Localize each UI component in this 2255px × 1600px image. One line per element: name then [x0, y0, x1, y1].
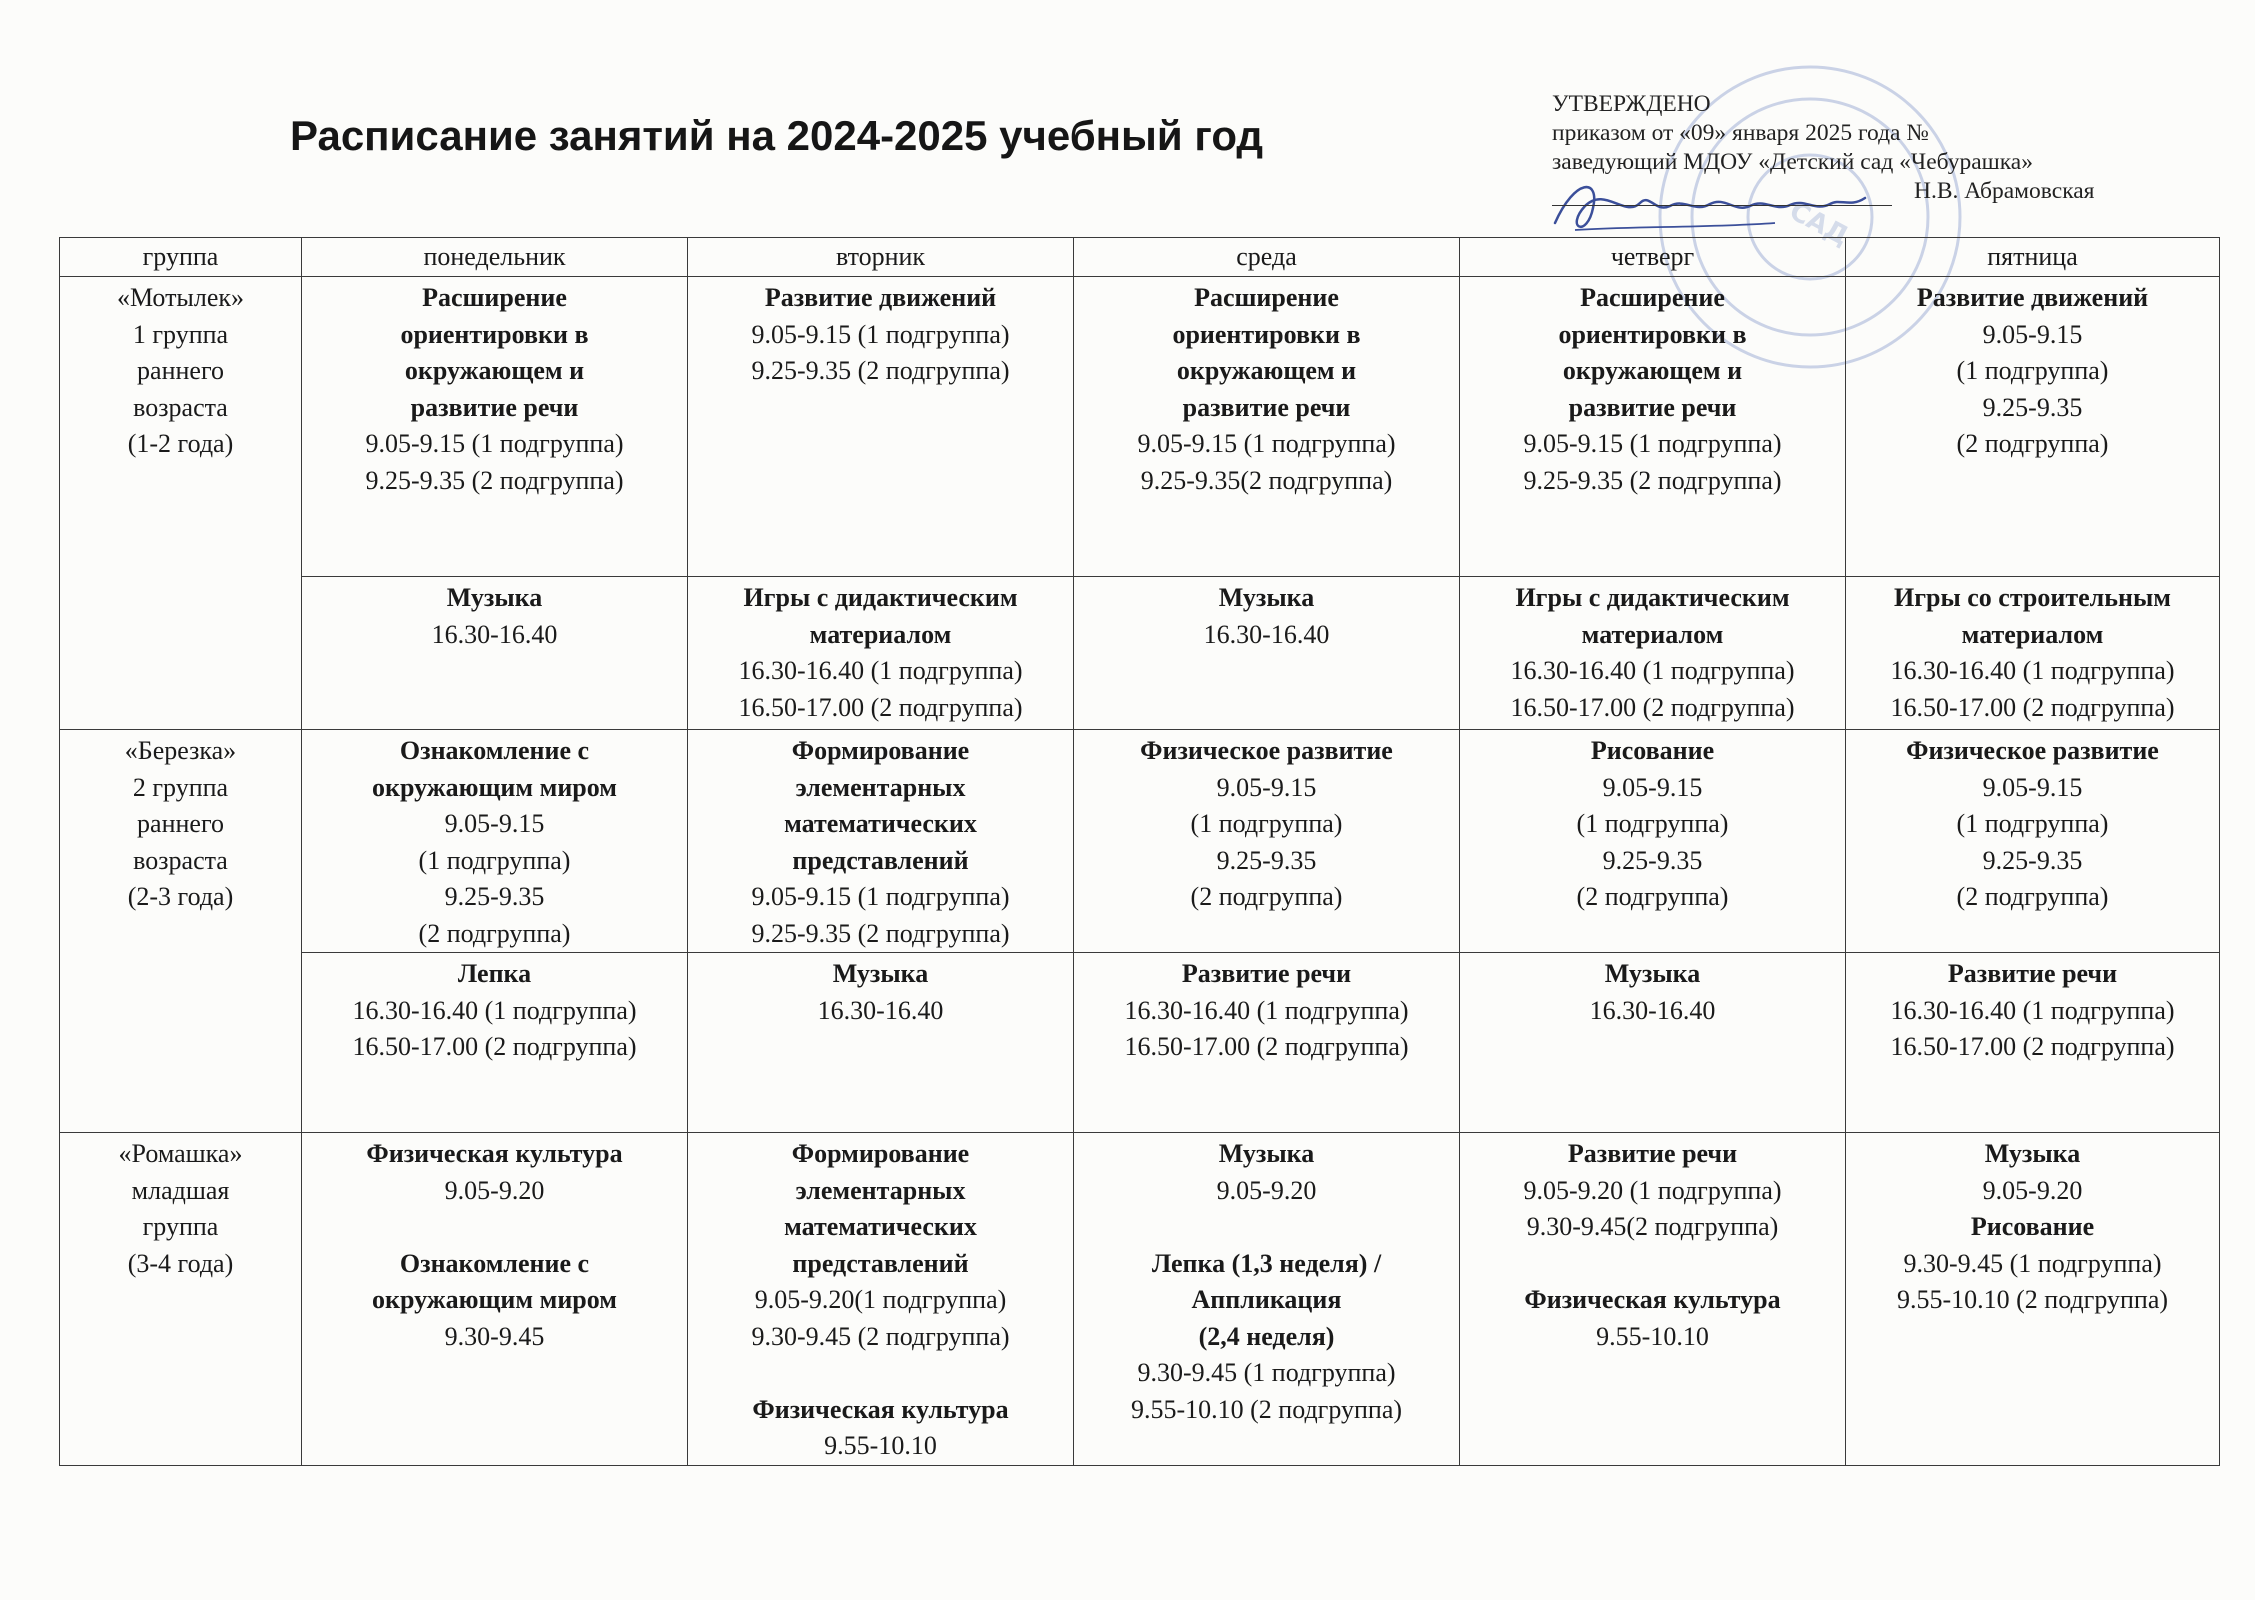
- activity-time: 9.30-9.45(2 подгруппа): [1526, 1212, 1779, 1241]
- activity-time: (2 подгруппа): [1576, 882, 1729, 911]
- group-name-line: «Березка»: [124, 736, 237, 765]
- schedule-cell: [688, 577, 1074, 730]
- activity-title: Рисование: [1590, 736, 1715, 765]
- table-row: [60, 577, 2220, 730]
- activity-time: 16.30-16.40: [1203, 619, 1330, 649]
- activity-time: 9.05-9.20: [1216, 1175, 1317, 1205]
- approval-line-1: УТВЕРЖДЕНО: [1552, 91, 1711, 117]
- header-cell: группа: [60, 238, 302, 277]
- activity-time: 16.30-16.40 (1 подгруппа): [1890, 995, 2175, 1025]
- activity-time: 9.05-9.20(1 подгруппа): [754, 1285, 1007, 1314]
- activity-title: Развитие движений: [1916, 283, 2149, 312]
- activity-time: (2 подгруппа): [1190, 882, 1343, 911]
- table-row: [60, 730, 2220, 953]
- activity-time: 16.50-17.00 (2 подгруппа): [1124, 1032, 1409, 1061]
- activity-time: 9.30-9.45 (1 подгруппа): [1903, 1248, 2162, 1278]
- activity-time: (1 подгруппа): [1956, 809, 2109, 838]
- schedule-cell: [1846, 577, 2220, 730]
- group-cell: [60, 277, 302, 730]
- activity-title: (2,4 неделя): [1198, 1321, 1335, 1351]
- schedule-cell: [688, 1133, 1074, 1466]
- activity-time: 16.50-17.00 (2 подгруппа): [352, 1032, 637, 1061]
- activity-title: Расширение: [1194, 283, 1339, 312]
- activity-title: окружающим миром: [372, 1285, 617, 1314]
- schedule-cell: [1460, 730, 1846, 953]
- activity-time: 16.30-16.40 (1 подгруппа): [352, 995, 637, 1025]
- activity-title: Развитие движений: [764, 283, 997, 312]
- activity-title: материалом: [1581, 619, 1724, 649]
- header-row: [60, 238, 2220, 277]
- activity-title: Ознакомление с: [399, 1248, 590, 1278]
- activity-time: 9.25-9.35: [1982, 392, 2083, 422]
- activity-time: (2 подгруппа): [1956, 429, 2109, 458]
- activity-time: 9.05-9.15: [1982, 772, 2083, 802]
- activity-time: 9.55-10.10 (2 подгруппа): [1896, 1285, 2169, 1314]
- activity-time: 9.05-9.20: [1982, 1175, 2083, 1205]
- activity-title: развитие речи: [410, 392, 579, 422]
- schedule-cell: [1074, 1133, 1460, 1466]
- group-cell: [60, 730, 302, 1133]
- activity-time: 9.25-9.35(2 подгруппа): [1140, 465, 1393, 495]
- activity-time: 9.25-9.35 (2 подгруппа): [365, 465, 624, 495]
- activity-time: 16.50-17.00 (2 подгруппа): [738, 692, 1023, 722]
- group-name-line: возраста: [133, 845, 228, 875]
- activity-time: 9.30-9.45: [444, 1321, 545, 1351]
- page-title: Расписание занятий на 2024-2025 учебный год: [290, 112, 1264, 159]
- schedule-cell: [1460, 277, 1846, 577]
- activity-time: 9.30-9.45 (2 подгруппа): [751, 1321, 1010, 1351]
- activity-time: 16.30-16.40: [431, 619, 558, 649]
- signature-line: [1552, 203, 1892, 206]
- schedule-cell: [302, 277, 688, 577]
- header-cell: понедельник: [302, 238, 688, 277]
- table-row: [60, 277, 2220, 577]
- activity-title: развитие речи: [1568, 392, 1737, 422]
- activity-title: Расширение: [1580, 283, 1725, 312]
- activity-time: 9.05-9.20 (1 подгруппа): [1523, 1175, 1782, 1205]
- activity-title: Физическая культура: [752, 1394, 1009, 1424]
- activity-time: 16.30-16.40 (1 подгруппа): [1510, 656, 1795, 685]
- activity-time: 9.30-9.45 (1 подгруппа): [1137, 1358, 1396, 1387]
- activity-time: 16.50-17.00 (2 подгруппа): [1510, 692, 1795, 722]
- schedule-cell: [302, 1133, 688, 1466]
- activity-time: (1 подгруппа): [1190, 809, 1343, 838]
- schedule-cell: [1846, 1133, 2220, 1466]
- approval-line-4: Н.В. Абрамовская: [1914, 178, 2095, 204]
- activity-title: Аппликация: [1191, 1285, 1342, 1314]
- activity-title: Расширение: [422, 283, 567, 312]
- group-name-line: возраста: [133, 392, 228, 422]
- activity-time: (1 подгруппа): [418, 845, 571, 875]
- schedule-cell: [688, 730, 1074, 953]
- svg-text:САД: САД: [1784, 196, 1854, 252]
- activity-title: материалом: [809, 619, 952, 649]
- activity-title: Развитие речи: [1567, 1139, 1738, 1168]
- group-name-line: раннего: [137, 356, 224, 385]
- activity-time: 9.05-9.15 (1 подгруппа): [1523, 429, 1782, 458]
- schedule-cell: [1846, 730, 2220, 953]
- activity-time: 9.05-9.15: [444, 809, 545, 838]
- schedule-table: [59, 237, 2220, 1466]
- activity-title: Ознакомление с: [399, 736, 590, 765]
- activity-time: (2 подгруппа): [418, 918, 571, 948]
- activity-time: 9.55-10.10: [824, 1431, 937, 1460]
- activity-title: Лепка (1,3 неделя) /: [1151, 1248, 1382, 1278]
- header-cell: вторник: [688, 238, 1074, 277]
- activity-time: 16.50-17.00 (2 подгруппа): [1890, 1032, 2175, 1061]
- group-name-line: младшая: [131, 1175, 230, 1205]
- activity-time: 9.25-9.35: [1602, 845, 1703, 875]
- activity-time: 9.05-9.15: [1982, 319, 2083, 349]
- activity-time: 9.05-9.15 (1 подгруппа): [1137, 429, 1396, 458]
- activity-title: материалом: [1961, 619, 2104, 649]
- activity-title: окружающем и: [404, 356, 585, 385]
- activity-title: математических: [784, 1212, 977, 1241]
- activity-time: 16.30-16.40 (1 подгруппа): [738, 656, 1023, 685]
- activity-title: Игры с дидактическим: [743, 583, 1018, 612]
- activity-title: Музыка: [1218, 1139, 1315, 1168]
- activity-title: Физическая культура: [366, 1139, 623, 1168]
- activity-time: (1 подгруппа): [1956, 356, 2109, 385]
- activity-title: Развитие речи: [1181, 959, 1352, 988]
- activity-time: (2 подгруппа): [1956, 882, 2109, 911]
- schedule-cell: [1460, 953, 1846, 1133]
- activity-title: элементарных: [795, 772, 966, 802]
- activity-title: представлений: [792, 1248, 969, 1278]
- activity-time: (1 подгруппа): [1576, 809, 1729, 838]
- activity-title: Физическое развитие: [1140, 736, 1393, 765]
- spacer: [1462, 1246, 1843, 1283]
- group-name-line: раннего: [137, 809, 224, 838]
- activity-time: 9.05-9.15 (1 подгруппа): [751, 319, 1010, 349]
- activity-title: Музыка: [832, 959, 929, 988]
- activity-time: 16.50-17.00 (2 подгруппа): [1890, 692, 2175, 722]
- approval-block: [1552, 90, 2095, 206]
- activity-title: Физическая культура: [1524, 1285, 1781, 1314]
- group-name-line: (2-3 года): [127, 882, 234, 911]
- table-row: [60, 953, 2220, 1133]
- activity-time: 9.05-9.20: [444, 1175, 545, 1205]
- activity-title: математических: [784, 809, 977, 838]
- spacer: [304, 1209, 685, 1246]
- activity-title: представлений: [792, 845, 969, 875]
- table-row: [60, 1133, 2220, 1466]
- activity-title: Музыка: [446, 583, 543, 612]
- schedule-cell: [1074, 953, 1460, 1133]
- activity-title: Рисование: [1970, 1212, 2095, 1241]
- approval-line-3: заведующий МДОУ «Детский сад «Чебурашка»: [1552, 149, 2033, 175]
- activity-time: 9.25-9.35 (2 подгруппа): [751, 918, 1010, 948]
- activity-title: Игры с дидактическим: [1515, 583, 1790, 612]
- activity-time: 9.25-9.35 (2 подгруппа): [751, 356, 1010, 385]
- activity-title: Игры со строительным: [1893, 583, 2172, 612]
- activity-title: Развитие речи: [1947, 959, 2118, 988]
- activity-time: 9.25-9.35: [1982, 845, 2083, 875]
- activity-title: Музыка: [1218, 583, 1315, 612]
- schedule-cell: [688, 277, 1074, 577]
- activity-title: окружающем и: [1562, 356, 1743, 385]
- schedule-cell: [1846, 277, 2220, 577]
- activity-time: 9.55-10.10 (2 подгруппа): [1130, 1394, 1403, 1424]
- schedule-cell: [1074, 277, 1460, 577]
- activity-time: 16.30-16.40 (1 подгруппа): [1890, 656, 2175, 685]
- group-name-line: «Ромашка»: [118, 1139, 243, 1168]
- activity-time: 9.05-9.15: [1602, 772, 1703, 802]
- activity-title: развитие речи: [1182, 392, 1351, 422]
- schedule-cell: [1846, 953, 2220, 1133]
- activity-title: окружающим миром: [372, 772, 617, 802]
- activity-time: 16.30-16.40: [817, 995, 944, 1025]
- group-name-line: 1 группа: [132, 319, 229, 349]
- activity-time: 9.05-9.15: [1216, 772, 1317, 802]
- schedule-cell: [1074, 730, 1460, 953]
- activity-time: 9.25-9.35 (2 подгруппа): [1523, 465, 1782, 495]
- activity-title: элементарных: [795, 1175, 966, 1205]
- schedule-cell: [302, 953, 688, 1133]
- activity-title: ориентировки в: [1172, 319, 1361, 349]
- spacer: [690, 1355, 1071, 1392]
- header-cell: пятница: [1846, 238, 2220, 277]
- group-name-line: (1-2 года): [127, 429, 234, 458]
- activity-title: Музыка: [1604, 959, 1701, 988]
- activity-title: Физическое развитие: [1906, 736, 2159, 765]
- header-cell: четверг: [1460, 238, 1846, 277]
- schedule-cell: [1074, 577, 1460, 730]
- group-cell: [60, 1133, 302, 1466]
- activity-title: Лепка: [457, 959, 532, 988]
- activity-title: Формирование: [791, 1139, 970, 1168]
- activity-title: Формирование: [791, 736, 970, 765]
- group-name-line: группа: [142, 1212, 219, 1241]
- activity-time: 9.25-9.35: [444, 882, 545, 911]
- schedule-cell: [1460, 1133, 1846, 1466]
- activity-title: ориентировки в: [400, 319, 589, 349]
- group-name-line: 2 группа: [132, 772, 229, 802]
- schedule-cell: [302, 577, 688, 730]
- activity-title: Музыка: [1984, 1139, 2081, 1168]
- activity-title: ориентировки в: [1558, 319, 1747, 349]
- activity-title: окружающем и: [1176, 356, 1357, 385]
- activity-time: 9.05-9.15 (1 подгруппа): [751, 882, 1010, 911]
- activity-time: 16.30-16.40 (1 подгруппа): [1124, 995, 1409, 1025]
- approval-line-2: приказом от «09» января 2025 года №: [1552, 120, 1929, 146]
- header-cell: среда: [1074, 238, 1460, 277]
- schedule-cell: [302, 730, 688, 953]
- schedule-cell: [688, 953, 1074, 1133]
- group-name-line: (3-4 года): [127, 1248, 234, 1278]
- activity-time: 9.05-9.15 (1 подгруппа): [365, 429, 624, 458]
- group-name-line: «Мотылек»: [116, 283, 245, 312]
- spacer: [1076, 1209, 1457, 1246]
- schedule-cell: [1460, 577, 1846, 730]
- activity-time: 16.30-16.40: [1589, 995, 1716, 1025]
- activity-time: 9.55-10.10: [1596, 1321, 1709, 1351]
- activity-time: 9.25-9.35: [1216, 845, 1317, 875]
